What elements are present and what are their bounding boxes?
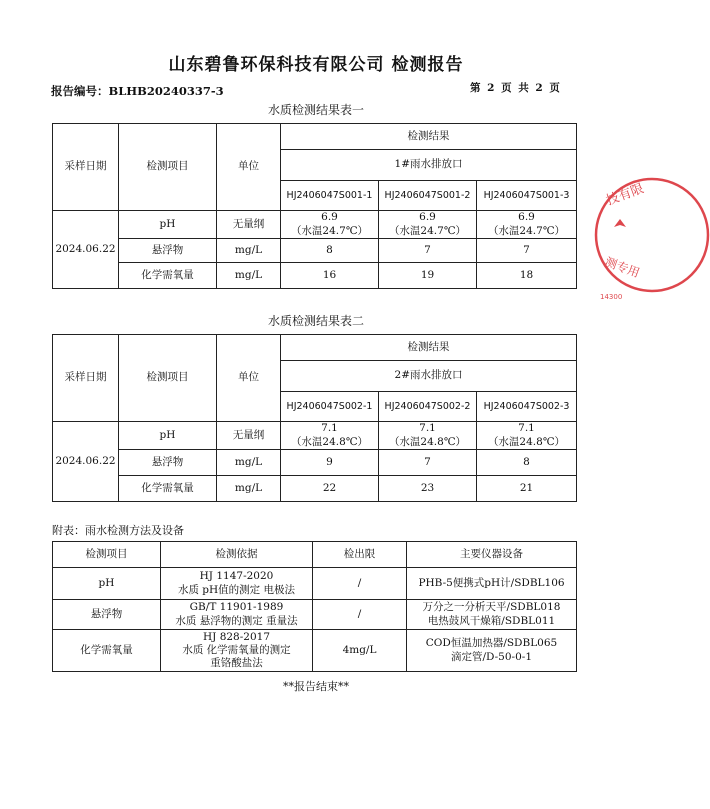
value-line: （水温24.7℃） [290, 224, 369, 237]
result-value: 23 [379, 476, 477, 502]
results-table-2 [52, 334, 577, 502]
sample-id: HJ2406047S001-3 [477, 181, 577, 211]
value-line: 6.9 [518, 211, 535, 224]
item-name: pH [53, 568, 161, 600]
header-equipment: 主要仪器设备 [407, 542, 577, 568]
report-end: **报告结束** [283, 680, 349, 693]
value-line: 7.1 [321, 422, 338, 435]
result-value: 16 [281, 263, 379, 289]
item-name: pH [119, 422, 217, 450]
equipment-line: COD恒温加热器/SDBL065 [425, 637, 558, 650]
basis-line: 水质 悬浮物的测定 重量法 [175, 614, 298, 627]
result-value: 18 [477, 263, 577, 289]
item-name: 悬浮物 [119, 450, 217, 476]
result-value [281, 211, 379, 239]
detection-limit: / [313, 568, 407, 600]
value-line: （水温24.8℃） [290, 435, 369, 448]
header-test-item: 检测项目 [53, 542, 161, 568]
header-test-result: 检测结果 [281, 335, 577, 361]
basis-line: 重铬酸盐法 [210, 657, 263, 670]
result-value [379, 211, 477, 239]
result-value: 19 [379, 263, 477, 289]
seal-text-top: 技有限 [604, 181, 647, 209]
equipment [407, 630, 577, 672]
header-unit: 单位 [217, 335, 281, 422]
sampling-date: 2024.06.22 [53, 211, 119, 289]
unit: mg/L [217, 450, 281, 476]
result-value [379, 422, 477, 450]
sample-id: HJ2406047S001-2 [379, 181, 477, 211]
sample-id: HJ2406047S002-1 [281, 392, 379, 422]
report-title: 山东碧鲁环保科技有限公司 检测报告 [168, 55, 464, 75]
result-value [477, 211, 577, 239]
sampling-date: 2024.06.22 [53, 422, 119, 502]
value-line: 7.1 [419, 422, 436, 435]
result-value [477, 422, 577, 450]
appendix-table [52, 541, 577, 672]
equipment [407, 568, 577, 600]
basis-line: 水质 pH值的测定 电极法 [177, 583, 296, 596]
page-info: 第 2 页 共 2 页 [470, 82, 560, 94]
header-test-result: 检测结果 [281, 124, 577, 150]
result-value: 21 [477, 476, 577, 502]
value-line: （水温24.7℃） [388, 224, 467, 237]
value-line: （水温24.8℃） [487, 435, 566, 448]
equipment-line: 万分之一分析天平/SDBL018 [422, 601, 561, 614]
method-basis [161, 568, 313, 600]
appendix-caption: 附表：雨水检测方法及设备 [52, 524, 184, 537]
value-line: （水温24.8℃） [388, 435, 467, 448]
header-basis: 检测依据 [161, 542, 313, 568]
detection-limit: / [313, 600, 407, 630]
result-value: 7 [379, 239, 477, 263]
result-value: 8 [477, 450, 577, 476]
basis-line: 水质 化学需氧量的测定 [182, 643, 291, 656]
result-value: 9 [281, 450, 379, 476]
method-basis [161, 600, 313, 630]
unit: 无量纲 [217, 211, 281, 239]
result-value: 22 [281, 476, 379, 502]
sample-id: HJ2406047S002-2 [379, 392, 477, 422]
sample-id: HJ2406047S002-3 [477, 392, 577, 422]
equipment [407, 600, 577, 630]
unit: mg/L [217, 476, 281, 502]
result-value: 7 [477, 239, 577, 263]
header-unit: 单位 [217, 124, 281, 211]
equipment-line: 滴定管/D-50-0-1 [450, 650, 533, 663]
unit: mg/L [217, 263, 281, 289]
seal-star-icon [614, 219, 626, 227]
value-line: 7.1 [518, 422, 535, 435]
sample-id: HJ2406047S001-1 [281, 181, 379, 211]
seal-text-bottom: 测专用 [602, 254, 642, 281]
header-sampling-date: 采样日期 [53, 124, 119, 211]
basis-line: HJ 1147-2020 [199, 570, 274, 583]
seal-number: 14300 [600, 293, 623, 301]
sampling-location: 1#雨水排放口 [281, 150, 577, 181]
sampling-location: 2#雨水排放口 [281, 361, 577, 392]
basis-line: HJ 828-2017 [202, 630, 270, 643]
value-line: 6.9 [321, 211, 338, 224]
item-name: 化学需氧量 [119, 263, 217, 289]
result-value [281, 422, 379, 450]
result-value: 8 [281, 239, 379, 263]
company-seal-stamp [590, 165, 710, 315]
report-number: 报告编号：BLHB20240337-3 [51, 84, 224, 98]
table2-caption: 水质检测结果表二 [267, 314, 364, 328]
unit: mg/L [217, 239, 281, 263]
header-test-item: 检测项目 [119, 124, 217, 211]
header-test-item: 检测项目 [119, 335, 217, 422]
results-table-1 [52, 123, 577, 289]
item-name: 化学需氧量 [53, 630, 161, 672]
item-name: 化学需氧量 [119, 476, 217, 502]
method-basis [161, 630, 313, 672]
value-line: 6.9 [419, 211, 436, 224]
result-value: 7 [379, 450, 477, 476]
unit: 无量纲 [217, 422, 281, 450]
item-name: pH [119, 211, 217, 239]
item-name: 悬浮物 [119, 239, 217, 263]
equipment-line: PHB-5便携式pH计/SDBL106 [418, 576, 565, 589]
header-sampling-date: 采样日期 [53, 335, 119, 422]
equipment-line: 电热鼓风干燥箱/SDBL011 [427, 614, 556, 627]
item-name: 悬浮物 [53, 600, 161, 630]
header-detection-limit: 检出限 [313, 542, 407, 568]
table1-caption: 水质检测结果表一 [267, 103, 364, 117]
detection-limit: 4mg/L [313, 630, 407, 672]
value-line: （水温24.7℃） [487, 224, 566, 237]
basis-line: GB/T 11901-1989 [189, 601, 284, 614]
